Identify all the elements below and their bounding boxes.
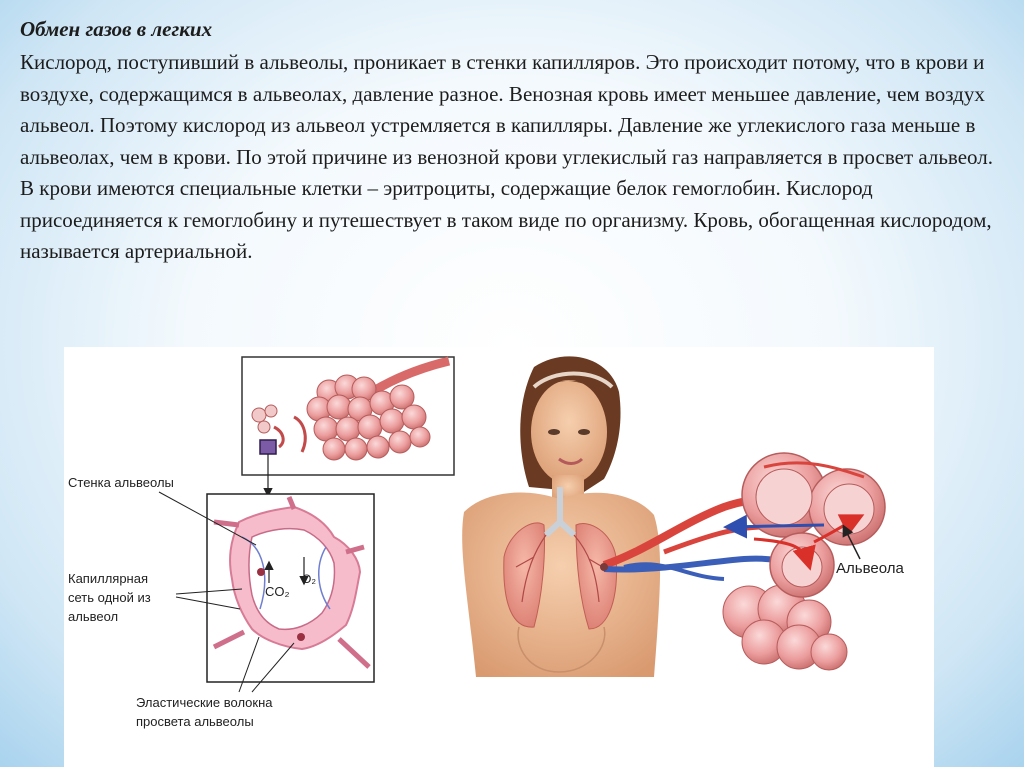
page-title: Обмен газов в легких	[20, 17, 213, 41]
label-alveola: Альвеола	[836, 560, 904, 577]
woman-illustration	[462, 356, 660, 677]
label-capillary-network-2: сеть одной из	[68, 590, 151, 605]
alveoli-cluster-inset	[242, 357, 454, 495]
figure-illustration	[64, 347, 934, 767]
paragraph-erythrocytes: В крови имеются специальные клетки – эритроциты, содержащие белок гемоглобин. Кислород присоединяется к гемоглобину и путешествует в таком виде по организму. Кровь, обогащенная кислородом, называется артериальной.	[20, 176, 992, 263]
label-elastic-fibers-2: просвета альвеолы	[136, 714, 254, 729]
alveolus-wall-detail	[207, 494, 374, 682]
label-elastic-fibers-1: Эластические волокна	[136, 695, 273, 710]
label-capillary-network-1: Капиллярная	[68, 571, 148, 586]
label-capillary-network-3: альвеол	[68, 609, 119, 624]
paragraph-gas-exchange: Кислород, поступивший в альвеолы, проникает в стенки капилляров. Это происходит потому, что в крови и воздухе, содержащимся в альвеолах, давление разное. Венозная кровь имеет меньшее давление, чем воздух альвеол. Поэтому кислород из альвеол устремляется в капилляры. Давление же углекислого газа меньше в альвеолах, чем в крови. По этой причине из венозной крови углекислый газ направляется в просвет альвеол.	[20, 50, 993, 169]
text-block	[20, 16, 1010, 268]
label-alveolus-wall: Стенка альвеолы	[68, 475, 174, 490]
figure-svg	[64, 347, 934, 767]
co2-label: CO₂	[265, 584, 290, 599]
o2-label: O₂	[302, 572, 316, 586]
